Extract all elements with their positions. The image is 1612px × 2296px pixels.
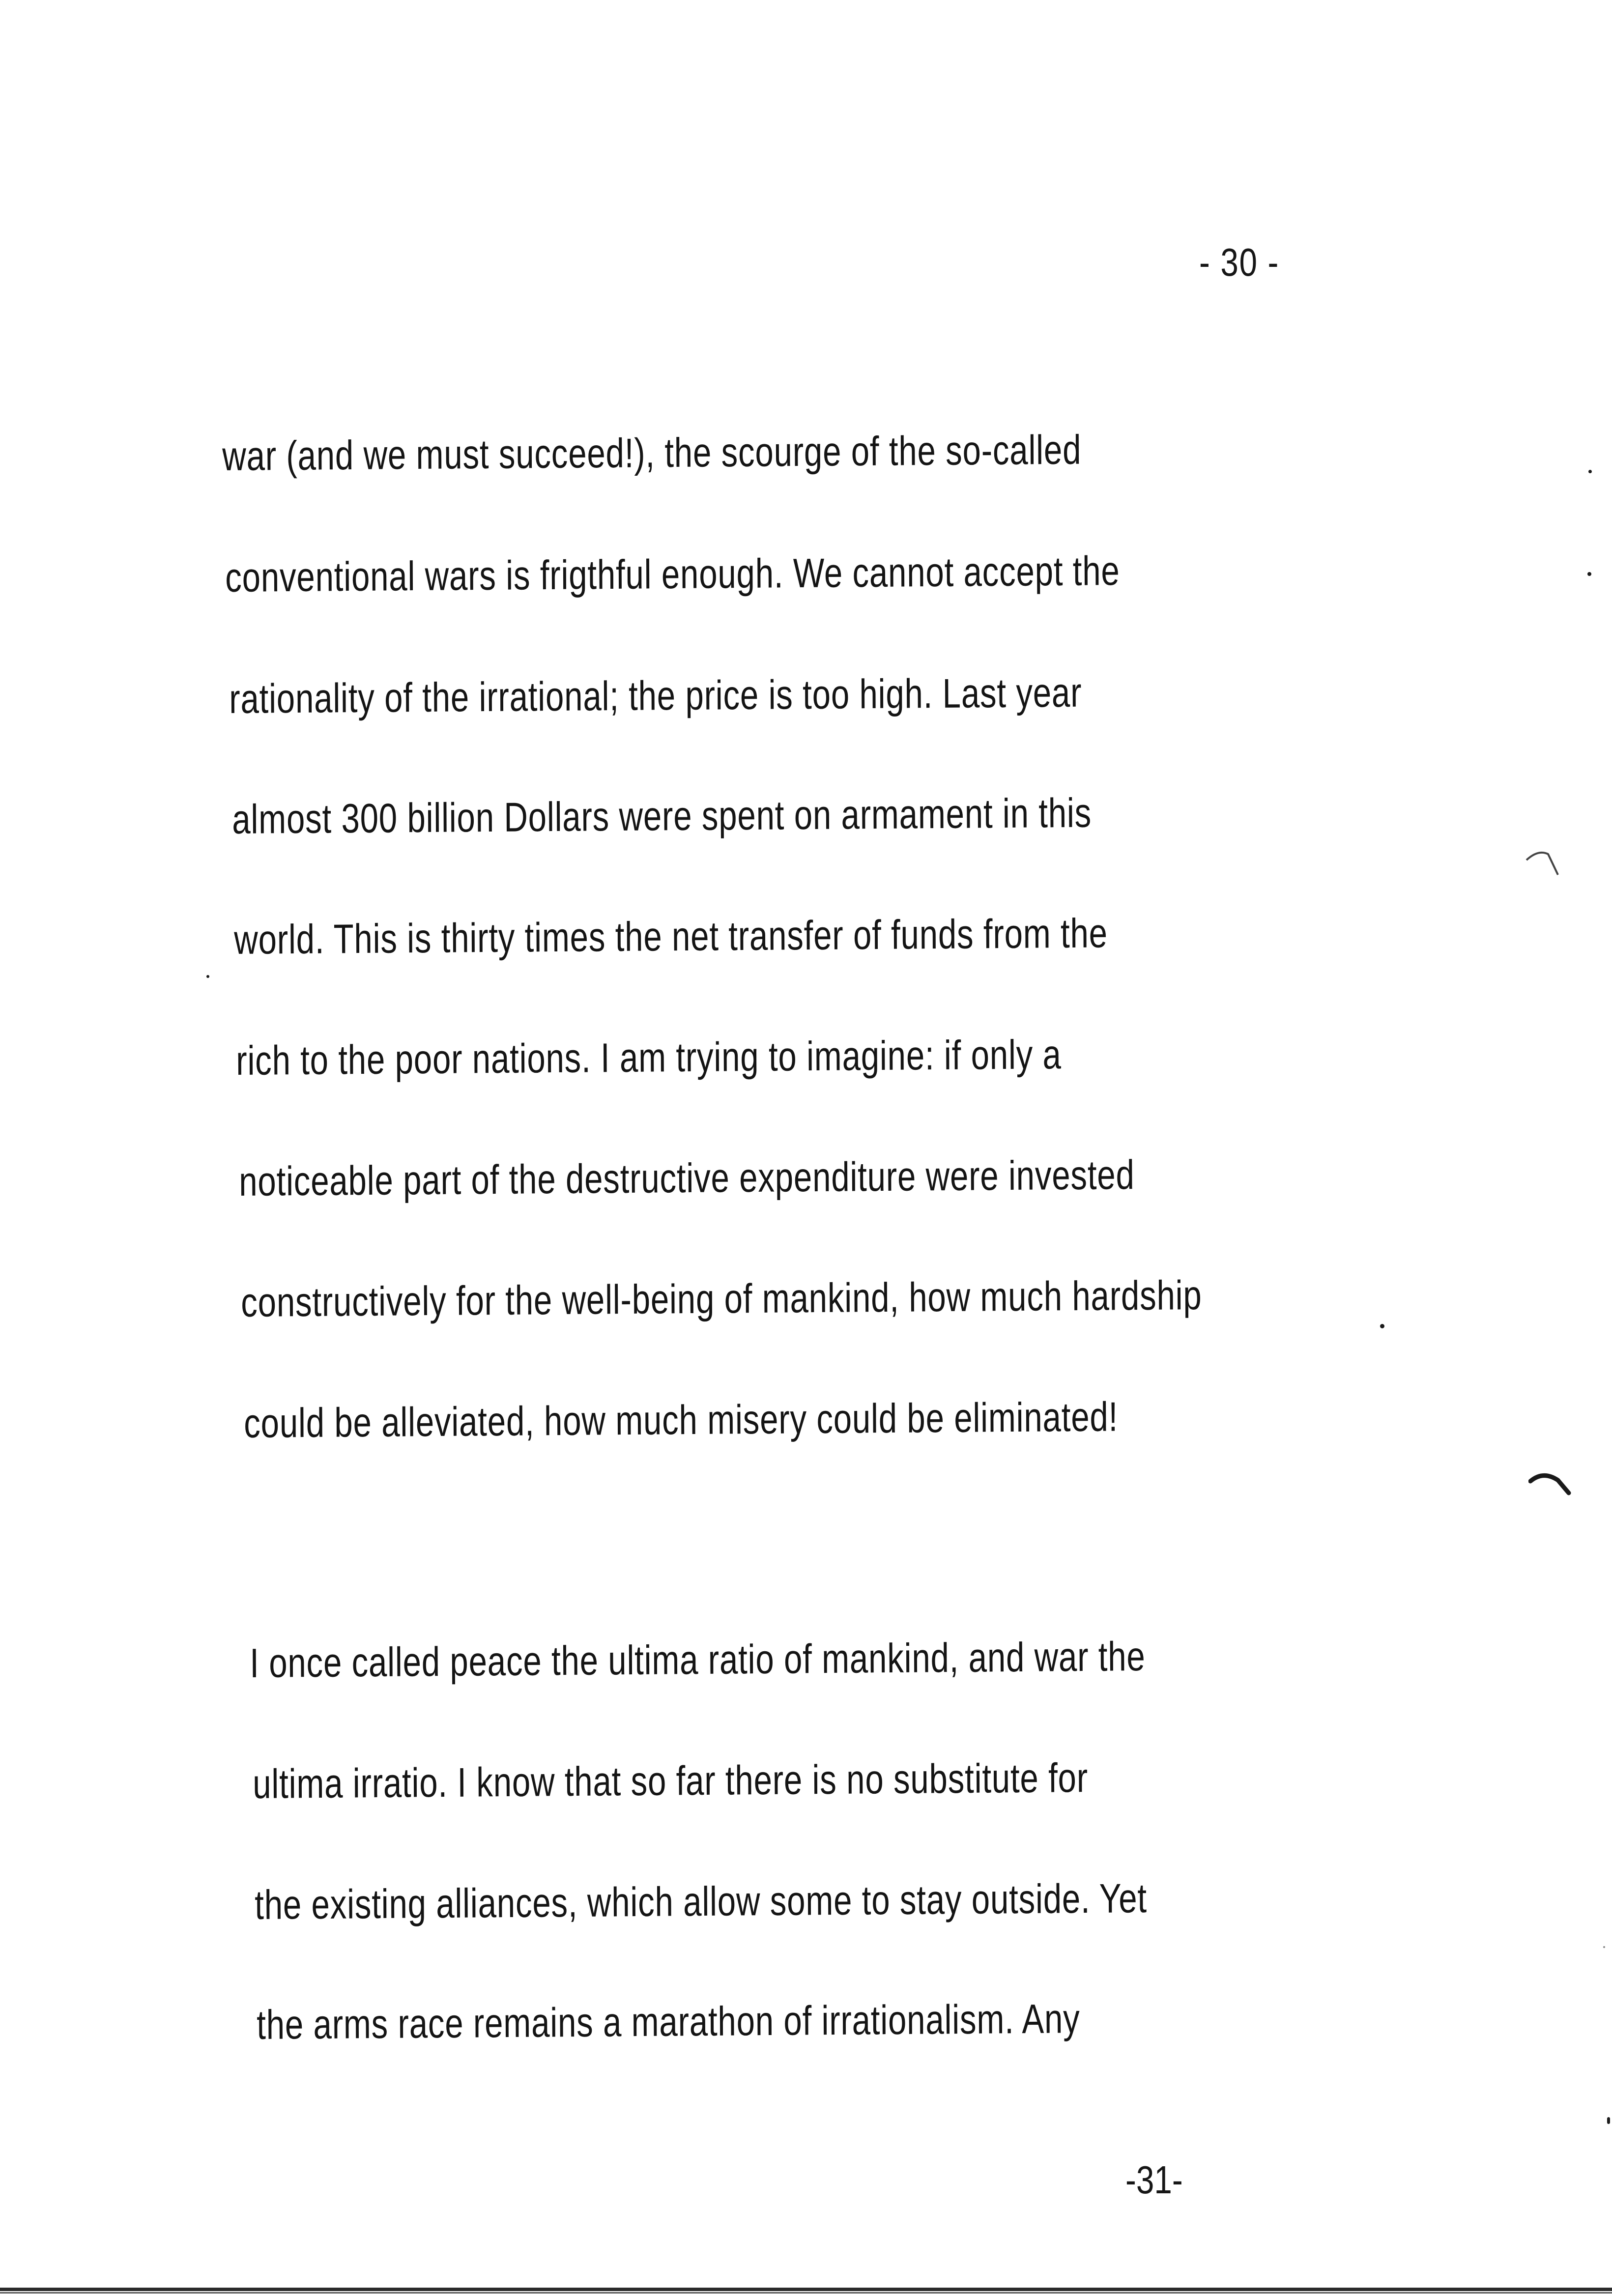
text-line: the arms race remains a marathon of irrationalism. Any bbox=[257, 1995, 1080, 2048]
scan-speck bbox=[1380, 1324, 1384, 1328]
text-line: war (and we must succeed!), the scourge of the so-called bbox=[222, 426, 1082, 479]
text-line: could be alleviated, how much misery could be eliminated! bbox=[244, 1393, 1119, 1446]
margin-arc-mark bbox=[1524, 845, 1568, 890]
scan-speck bbox=[1587, 572, 1591, 576]
text-line: I once called peace the ultima ratio of mankind, and war the bbox=[250, 1633, 1146, 1686]
text-line: almost 300 billion Dollars were spent on armament in this bbox=[232, 789, 1092, 842]
scan-speck bbox=[1607, 2117, 1610, 2124]
text-line: noticeable part of the destructive expenditure were invested bbox=[239, 1151, 1135, 1205]
text-line: constructively for the well-being of mankind, how much hardship bbox=[241, 1272, 1202, 1325]
text-line: the existing alliances, which allow some to stay outside. Yet bbox=[255, 1875, 1148, 1928]
scan-speck bbox=[1603, 1946, 1605, 1948]
text-line: rationality of the irrational; the price is too high. Last year bbox=[229, 669, 1082, 722]
page-number-bottom: -31- bbox=[1125, 2158, 1183, 2202]
scan-speck bbox=[1588, 470, 1592, 473]
scan-bottom-rule bbox=[0, 2288, 1612, 2291]
scan-bottom-rule-shadow bbox=[0, 2292, 1612, 2294]
text-line: rich to the poor nations. I am trying to imagine: if only a bbox=[236, 1031, 1062, 1084]
text-line: world. This is thirty times the net transfer of funds from the bbox=[234, 910, 1108, 963]
margin-arc-mark bbox=[1528, 1469, 1578, 1519]
scan-speck bbox=[206, 975, 209, 978]
page-number-top: - 30 - bbox=[1199, 240, 1279, 284]
text-line: ultima irratio. I know that so far there is no substitute for bbox=[253, 1754, 1089, 1807]
text-line: conventional wars is frigthful enough. We cannot accept the bbox=[225, 547, 1120, 601]
